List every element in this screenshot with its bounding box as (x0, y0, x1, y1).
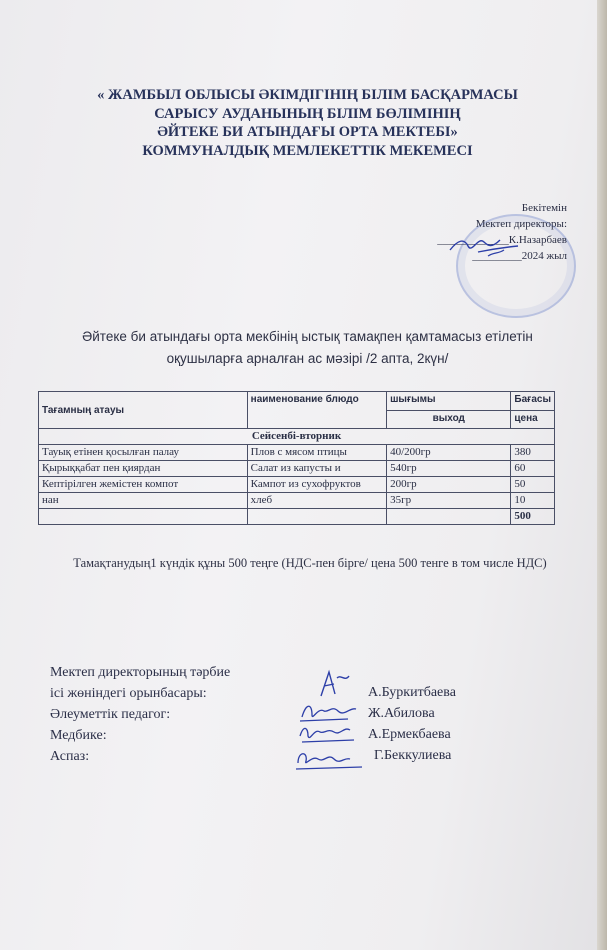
signature-names (368, 682, 568, 766)
total-empty-cell (39, 509, 248, 525)
name-nurse: А.Ермекбаева (368, 727, 451, 742)
day-label: Сейсенбі-вторник (39, 429, 555, 445)
director-signature (448, 228, 522, 262)
dish-price: 380 (511, 445, 555, 461)
role-deputy-director-line-2: ісі жөніндегі орынбасары: (50, 686, 207, 701)
header-dish-name-kz: Тағамның атауы (39, 392, 248, 429)
role-deputy-director-line-1: Мектеп директорының тәрбие (50, 665, 231, 680)
table-row (39, 461, 555, 477)
dish-yield: 540гр (387, 461, 511, 477)
name-cook: Г.Беккулиева (374, 748, 452, 763)
dish-ru: Салат из капусты и (247, 461, 386, 477)
daily-cost-note: Тамақтанудың1 күндік құны 500 теңге (НДС-пен бірге/ цена 500 тенге в том числе НДС) (73, 556, 547, 570)
dish-kz: нан (39, 493, 248, 509)
menu-title-line-1: Әйтеке би атындағы орта мекбінің ыстық тамақпен қамтамасыз етілетін (82, 329, 533, 344)
header-yield-ru: выход (387, 410, 511, 429)
table-day-row (39, 429, 555, 445)
total-empty-cell (387, 509, 511, 525)
dish-kz: Кептірілген жемістен компот (39, 477, 248, 493)
approval-director-name: _____________К.Назарбаев (437, 234, 567, 246)
signature-cook (292, 745, 366, 773)
role-cook: Аспаз: (50, 749, 90, 764)
menu-title-line-2: оқушыларға арналған ас мәзірі /2 апта, 2күн/ (166, 351, 449, 366)
dish-price: 50 (511, 477, 555, 493)
approval-position: Мектеп директоры: (475, 218, 567, 230)
menu-title (40, 326, 575, 370)
dish-price: 60 (511, 461, 555, 477)
approval-date: _________2024 жыл (472, 250, 567, 262)
dish-yield: 35гр (387, 493, 511, 509)
name-social-pedagogue: Ж.Абилова (368, 706, 435, 721)
table-row (39, 493, 555, 509)
header-line-1: « ЖАМБЫЛ ОБЛЫСЫ ӘКІМДІГІНІҢ БІЛІМ БАСҚАРМАСЫ (97, 87, 518, 103)
dish-yield: 200гр (387, 477, 511, 493)
approval-heading: Бекітемін (521, 202, 567, 214)
header-price-ru: цена (511, 410, 555, 429)
school-header (40, 86, 575, 160)
table-total-row (39, 509, 555, 525)
signature-deputy-director (315, 668, 355, 700)
table-header-row (39, 392, 555, 411)
dish-ru: Кампот из сухофруктов (247, 477, 386, 493)
header-line-4: КОММУНАЛДЫҚ МЕМЛЕКЕТТІК МЕКЕМЕСІ (142, 142, 473, 159)
menu-table (38, 391, 555, 525)
total-price: 500 (511, 509, 555, 525)
name-deputy-director: А.Буркитбаева (368, 685, 456, 700)
total-empty-cell (247, 509, 386, 525)
dish-kz: Қырыққабат пен қиярдан (39, 461, 248, 477)
header-dish-name-ru: наименование блюдо (247, 392, 386, 429)
table-row (39, 445, 555, 461)
dish-kz: Тауық етінен қосылған палау (39, 445, 248, 461)
header-line-3: ӘЙТЕКЕ БИ АТЫНДАҒЫ ОРТА МЕКТЕБІ» (157, 124, 458, 140)
dish-price: 10 (511, 493, 555, 509)
header-price-kz: Бағасы (511, 392, 555, 411)
dish-yield: 40/200гр (387, 445, 511, 461)
role-nurse: Медбике: (50, 728, 107, 743)
dish-ru: хлеб (247, 493, 386, 509)
table-row (39, 477, 555, 493)
header-line-2: САРЫСУ АУДАНЫНЫҢ БІЛІМ БӨЛІМІНІҢ (154, 105, 461, 122)
signature-nurse (296, 720, 360, 746)
role-social-pedagogue: Әлеуметтік педагог: (50, 707, 171, 722)
signature-roles (50, 662, 310, 767)
dish-ru: Плов с мясом птицы (247, 445, 386, 461)
page-edge (597, 0, 607, 950)
header-yield-kz: шығымы (387, 392, 511, 411)
